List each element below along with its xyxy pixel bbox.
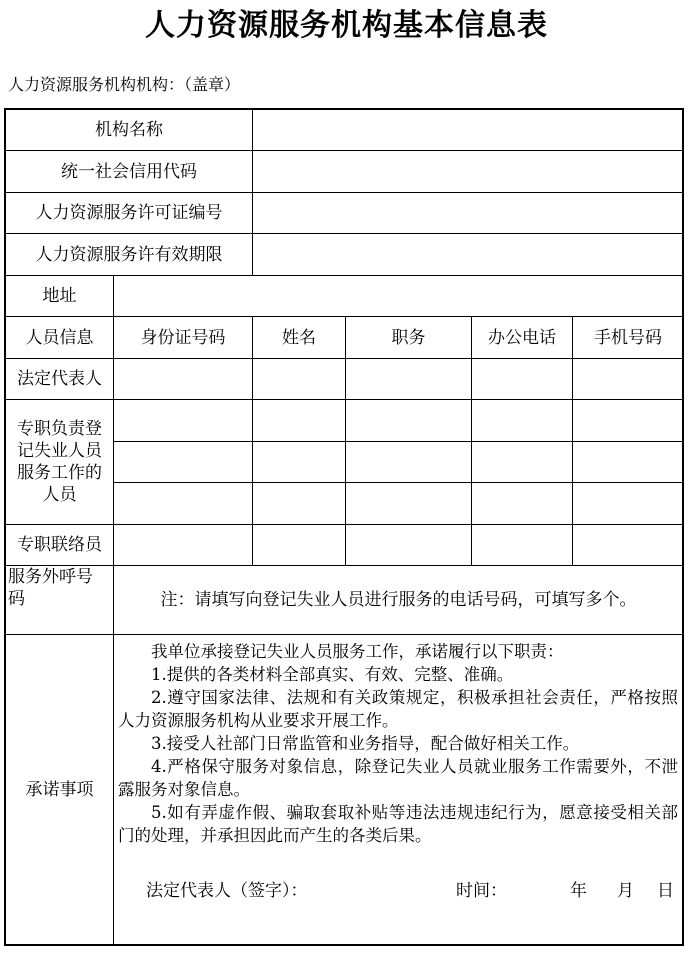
date-month: 月: [617, 881, 634, 901]
commitment-text: [118, 640, 678, 847]
form-title: 人力资源服务机构基本信息表: [145, 8, 548, 43]
hotline-label-line: 码: [8, 589, 25, 609]
commitment-paragraph: 1.提供的各类材料全部真实、有效、完整、准确。: [151, 665, 514, 684]
date-day: 日: [657, 881, 674, 901]
commitment-label: 承诺事项: [25, 780, 94, 800]
commitment-paragraph: 4.严格保守服务对象信息，除登记失业人员就业服务工作需要外，不泄露服务对象信息。: [118, 757, 678, 799]
staff-info-label: 人员信息: [25, 327, 94, 348]
liaison-label: 专职联络员: [17, 535, 102, 555]
hotline-note: 注：请填写向登记失业人员进行服务的电话号码，可填写多个。: [160, 590, 637, 610]
column-divider: [252, 192, 253, 275]
column-divider: [252, 110, 253, 192]
date-label: 时间：: [456, 881, 507, 901]
license-number-label: 人力资源服务许可证编号: [35, 203, 223, 223]
legal-representative-label: 法定代表人: [17, 369, 102, 389]
hotline-label: [8, 566, 113, 634]
row-divider: [114, 441, 683, 442]
name-header: 姓名: [282, 327, 316, 348]
office-phone-header: 办公电话: [488, 327, 556, 348]
dedicated-staff-label-line: 人员: [42, 485, 77, 505]
dedicated-staff-label-line: 服务工作的: [17, 463, 102, 483]
address-label: 地址: [42, 286, 77, 306]
organization-seal-line: 人力资源服务机构机构：（盖章）: [8, 75, 241, 94]
license-validity-label: 人力资源服务许有效期限: [35, 244, 223, 265]
dedicated-staff-label-line: 专职负责登: [17, 419, 102, 439]
institution-name-label: 机构名称: [95, 120, 163, 140]
id-number-header: 身份证号码: [140, 327, 226, 348]
dedicated-staff-label-line: 记失业人员: [17, 441, 102, 461]
credit-code-label: 统一社会信用代码: [61, 161, 197, 182]
row-divider: [114, 482, 683, 483]
position-header: 职务: [391, 327, 426, 348]
commitment-paragraph: 我单位承接登记失业人员服务工作，承诺履行以下职责：: [151, 642, 564, 661]
commitment-paragraph: 3.接受人社部门日常监管和业务指导，配合做好相关工作。: [151, 734, 580, 753]
commitment-paragraph: 5.如有弄虚作假、骗取套取补贴等违法违规违纪行为，愿意接受相关部门的处理，并承担因此而产生的各类后果。: [118, 803, 678, 845]
date-year: 年: [570, 881, 587, 901]
dedicated-staff-label: [6, 400, 113, 524]
signature-label: 法定代表人（签字）：: [146, 881, 308, 901]
hotline-label-line: 服务外呼号: [8, 567, 93, 587]
commitment-paragraph: 2.遵守国家法律、法规和有关政策规定，积极承担社会责任，严格按照人力资源服务机构从业要求开展工作。: [118, 688, 678, 730]
mobile-phone-header: 手机号码: [594, 327, 662, 348]
